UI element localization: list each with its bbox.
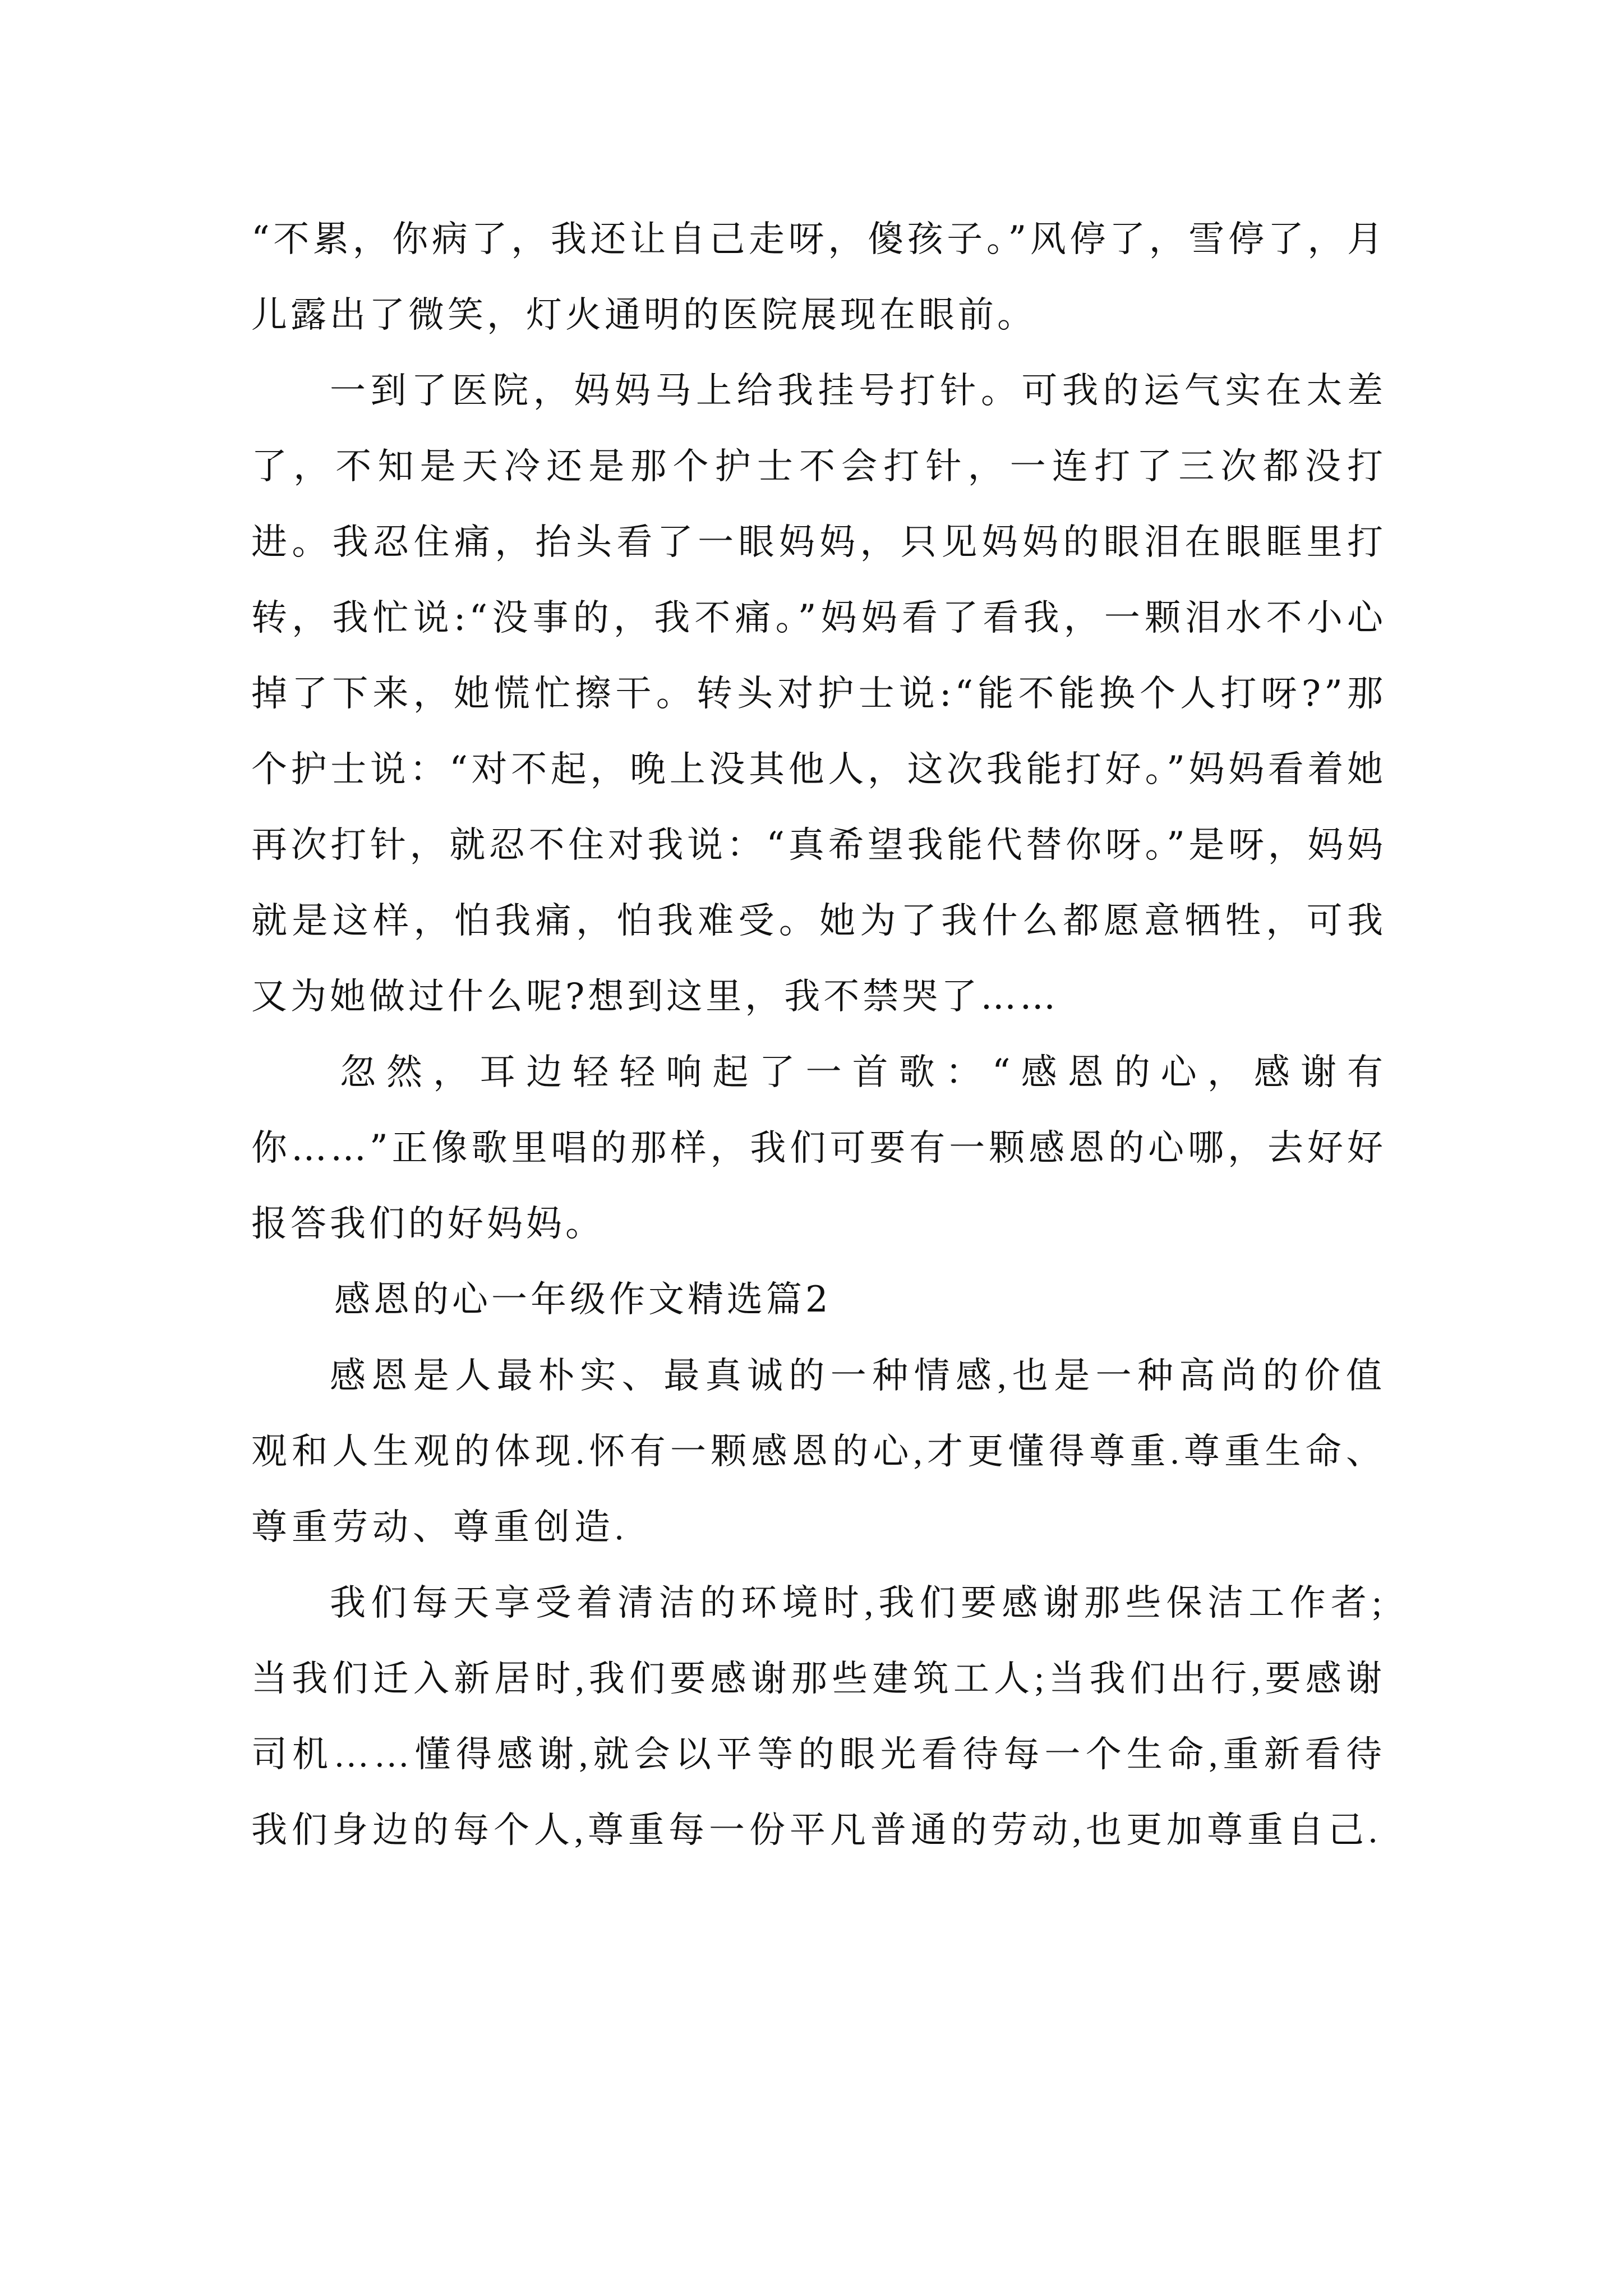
paragraph-gratitude-intro: 感恩是人最朴实、最真诚的一种情感,也是一种高尚的价值观和人生观的体现.怀有一颗感恩的心,才更懂得尊重.尊重生命、尊重劳动、尊重创造.	[251, 1356, 1386, 1547]
section-heading: 感恩的心一年级作文精选篇2	[334, 1279, 832, 1320]
document-body	[251, 202, 1386, 1868]
paragraph-hospital: 一到了医院，妈妈马上给我挂号打针。可我的运气实在太差了，不知是天冷还是那个护士不会打针，一连打了三次都没打进。我忍住痛，抬头看了一眼妈妈，只见妈妈的眼泪在眼眶里打转，我忙说:“没事的，我不痛。”妈妈看了看我，一颗泪水不小心掉了下来，她慌忙擦干。转头对护士说:“能不能换个人打呀?”那个护士说：“对不起，晚上没其他人，这次我能打好。”妈妈看着她再次打针，就忍不住对我说：“真希望我能代替你呀。”是呀，妈妈就是这样，怕我痛，怕我难受。她为了我什么都愿意牺牲，可我又为她做过什么呢?想到这里，我不禁哭了……	[251, 370, 1386, 1018]
paragraph-song: 忽然，耳边轻轻响起了一首歌：“感恩的心，感谢有你……”正像歌里唱的那样，我们可要有一颗感恩的心哪，去好好报答我们的好妈妈。	[251, 1052, 1386, 1245]
paragraph-continuation: “不累，你病了，我还让自己走呀，傻孩子。”风停了，雪停了，月儿露出了微笑，灯火通明的医院展现在眼前。	[251, 219, 1386, 336]
paragraph-gratitude-examples: 我们每天享受着清洁的环境时,我们要感谢那些保洁工作者;当我们迁入新居时,我们要感谢那些建筑工人;当我们出行,要感谢司机……懂得感谢,就会以平等的眼光看待每一个生命,重新看待我们身边的每个人,尊重每一份平凡普通的劳动,也更加尊重自己.	[251, 1583, 1386, 1850]
